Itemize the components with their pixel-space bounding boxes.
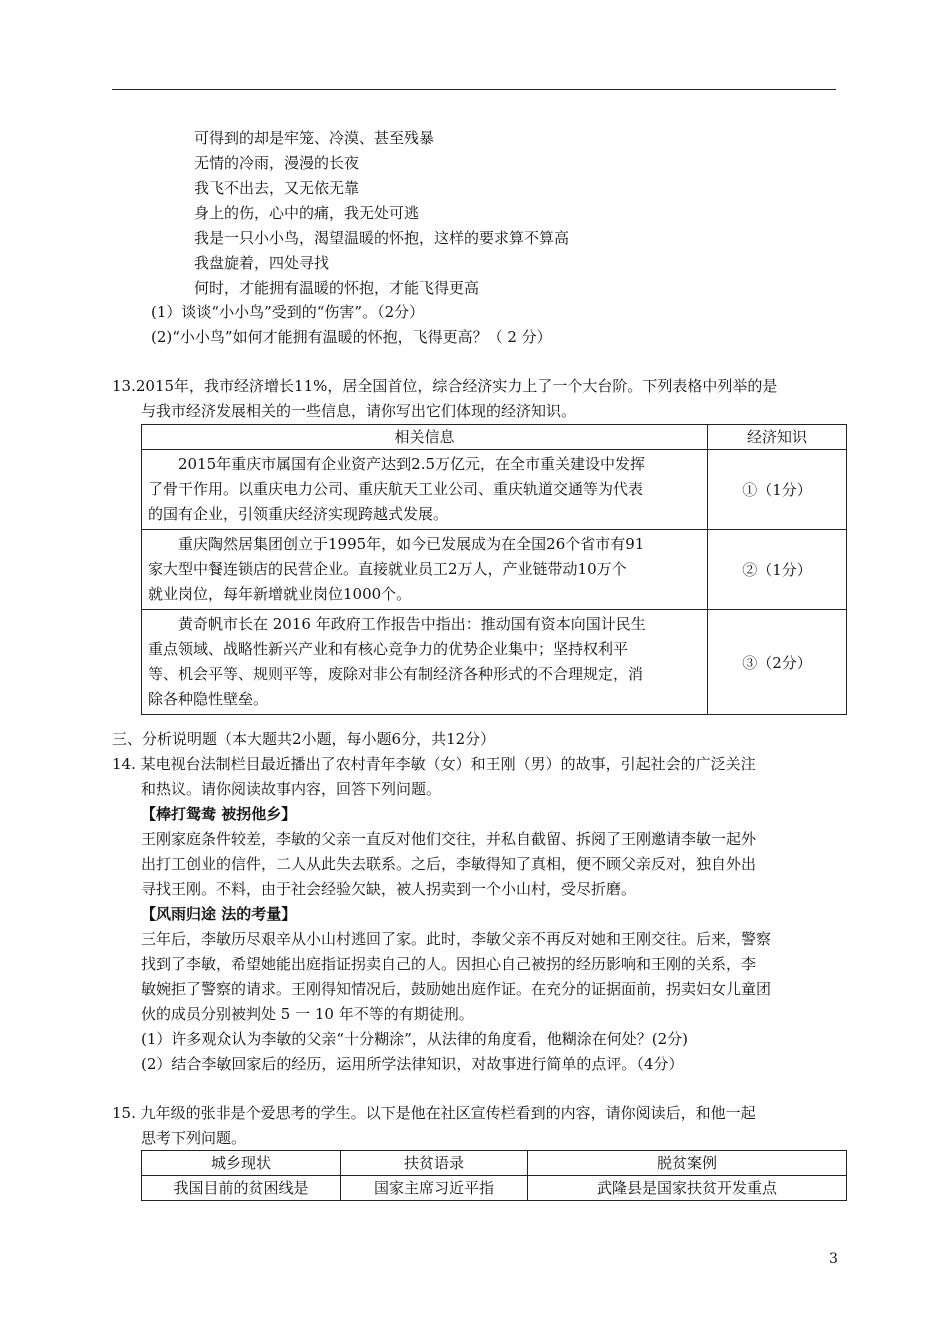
- table-header-info: 相关信息: [142, 425, 708, 450]
- table-header: 城乡现状: [142, 1151, 341, 1176]
- section-heading: 三、分析说明题（本大题共2小题，每小题6分，共12分）: [112, 730, 496, 748]
- story-heading: 【棒打鸳鸯 被拐他乡】: [141, 805, 297, 823]
- q14-prompt-cont: 和热议。请你阅读故事内容，回答下列问题。: [141, 780, 442, 798]
- info-line: 等、机会平等、规则平等，废除对非公有制经济各种形式的不合理规定，消: [148, 665, 644, 683]
- knowledge-cell: ③（2分）: [708, 610, 847, 715]
- q15-prompt: 15. 九年级的张非是个爱思考的学生。以下是他在社区宣传栏看到的内容，请你阅读后，和他一起: [112, 1104, 756, 1122]
- knowledge-cell: ①（1分）: [708, 450, 847, 530]
- q13-prompt-cont: 与我市经济发展相关的一些信息，请你写出它们体现的经济知识。: [141, 402, 577, 420]
- story-line: 伙的成员分别被判处 5 一 10 年不等的有期徒刑。: [141, 1005, 474, 1023]
- table-row: [142, 610, 847, 715]
- table-cell: 国家主席习近平指: [341, 1176, 528, 1201]
- info-line: 了骨干作用。以重庆电力公司、重庆航天工业公司、重庆轨道交通等为代表: [148, 480, 644, 498]
- story-line: 寻找王刚。不料，由于社会经验欠缺，被人拐卖到一个小山村，受尽折磨。: [141, 880, 637, 898]
- info-line: 家大型中餐连锁店的民营企业。直接就业员工2万人，产业链带动10万个: [148, 560, 627, 578]
- knowledge-cell: ②（1分）: [708, 530, 847, 610]
- info-line: 黄奇帆市长在 2016 年政府工作报告中指出：推动国有资本向国计民生: [178, 615, 646, 633]
- story-line: 出打工创业的信件，二人从此失去联系。之后，李敏得知了真相，便不顾父亲反对，独自外出: [141, 855, 757, 873]
- table-row: [142, 530, 847, 610]
- info-line: 重点领域、战略性新兴产业和有核心竞争力的优势企业集中；坚持权利平: [148, 640, 629, 658]
- q14-sub-question: (2）结合李敏回家后的经历，运用所学法律知识，对故事进行简单的点评。（4分）: [141, 1055, 684, 1073]
- q14-prompt: 14. 某电视台法制栏目最近播出了农村青年李敏（女）和王刚（男）的故事，引起社会的广泛关注: [112, 755, 756, 773]
- info-line: 重庆陶然居集团创立于1995年，如今已发展成为在全国26个省市有91: [178, 535, 645, 553]
- q13-prompt: 13.2015年，我市经济增长11%，居全国首位，综合经济实力上了一个大台阶。下列表格中列举的是: [112, 377, 778, 395]
- story-line: 王刚家庭条件较差，李敏的父亲一直反对他们交往，并私自截留、拆阅了王刚邀请李敏一起外: [141, 830, 757, 848]
- story-line: 三年后，李敏历尽艰辛从小山村逃回了家。此时，李敏父亲不再反对她和王刚交往。后来，警察: [141, 930, 772, 948]
- page-number: 3: [829, 1251, 838, 1267]
- story-heading: 【风雨归途 法的考量】: [141, 905, 297, 923]
- story-line: 找到了李敏，希望她能出庭指证拐卖自己的人。因担心自己被拐的经历影响和王刚的关系，李: [141, 955, 757, 973]
- poem-line: 无情的冷雨，漫漫的长夜: [194, 154, 360, 172]
- table-row: [142, 450, 847, 530]
- info-cell: [142, 610, 708, 715]
- table-cell: 我国目前的贫困线是: [142, 1176, 341, 1201]
- info-line: 除各种隐性壁垒。: [148, 690, 269, 708]
- info-line: 的国有企业，引领重庆经济实现跨越式发展。: [148, 505, 449, 523]
- table-cell: 武隆县是国家扶贫开发重点: [528, 1176, 847, 1201]
- info-line: 就业岗位，每年新增就业岗位1000个。: [148, 585, 412, 603]
- poem-line: 我盘旋着，四处寻找: [194, 254, 330, 272]
- table-header: 扶贫语录: [341, 1151, 528, 1176]
- q15-table: [141, 1150, 847, 1201]
- q14-sub-question: (1）许多观众认为李敏的父亲“十分糊涂”，从法律的角度看，他糊涂在何处？(2分): [141, 1030, 688, 1048]
- q12-sub-question: (1）谈谈“小小鸟”受到的“伤害”。（2分）: [151, 303, 425, 321]
- info-cell: [142, 530, 708, 610]
- q13-table: [141, 424, 847, 715]
- poem-line: 身上的伤，心中的痛，我无处可逃: [194, 204, 420, 222]
- poem-line: 我是一只小小鸟，渴望温暖的怀抱，这样的要求算不算高: [194, 229, 570, 247]
- table-header: 脱贫案例: [528, 1151, 847, 1176]
- table-header-knowledge: 经济知识: [708, 425, 847, 450]
- story-line: 敏婉拒了警察的请求。王刚得知情况后，鼓励她出庭作证。在充分的证据面前，拐卖妇女儿童团: [141, 980, 772, 998]
- info-line: 2015年重庆市属国有企业资产达到2.5万亿元，在全市重关建设中发挥: [178, 455, 646, 473]
- table-row: [142, 1176, 847, 1201]
- info-cell: [142, 450, 708, 530]
- q15-prompt-cont: 思考下列问题。: [141, 1129, 247, 1147]
- poem-line: 我飞不出去，又无依无靠: [194, 179, 360, 197]
- header-rule: [112, 89, 836, 90]
- poem-line: 何时，才能拥有温暖的怀抱，才能飞得更高: [194, 279, 480, 297]
- poem-line: 可得到的却是牢笼、冷漠、甚至残暴: [194, 129, 435, 147]
- q12-sub-question: (2)“小小鸟”如何才能拥有温暖的怀抱，飞得更高？（ 2 分）: [151, 328, 552, 346]
